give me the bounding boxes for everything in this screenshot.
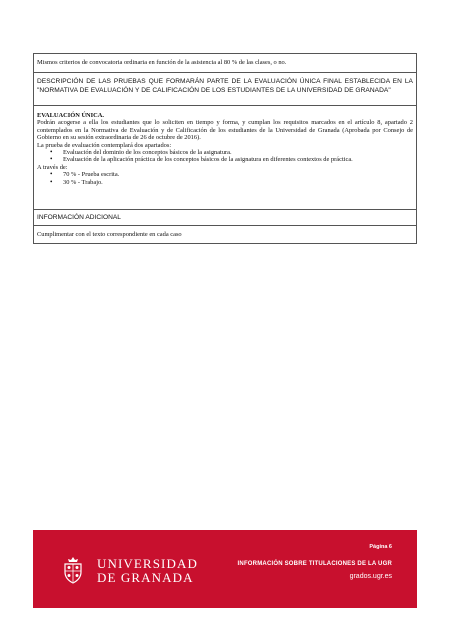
additional-info-text: Cumplimentar con el texto correspondiente en cada caso bbox=[37, 231, 182, 238]
single-evaluation-body-row bbox=[34, 106, 416, 210]
through-label: A través de: bbox=[37, 163, 68, 171]
weights-list bbox=[37, 171, 413, 186]
attendance-criteria-row bbox=[34, 54, 416, 73]
attendance-criteria-text: Mismos criterios de convocatoria ordinaria en función de la asistencia al 80 % de las clases, o no. bbox=[37, 59, 287, 66]
footer-banner bbox=[33, 530, 417, 608]
list-item: • 70 % - Prueba escrita. bbox=[63, 171, 413, 178]
page-number: Página 6 bbox=[369, 544, 392, 550]
degrees-info-title: INFORMACIÓN SOBRE TITULACIONES DE LA UGR bbox=[237, 561, 392, 567]
single-evaluation-title: EVALUACIÓN ÚNICA. bbox=[37, 112, 104, 119]
university-name-line1: UNIVERSIDAD bbox=[97, 556, 198, 571]
list-item: • 30 % - Trabajo. bbox=[63, 179, 413, 186]
evaluation-items-list bbox=[37, 149, 413, 164]
degrees-website-link[interactable]: grados.ugr.es bbox=[349, 573, 392, 580]
single-evaluation-paragraph: Podrán acogerse a ella los estudiantes que lo soliciten en tiempo y forma, y cumplan los requisitos marcados en el artículo 8, apartado 2 contemplados en la Normativa de Evaluación y de Calificación de los estudiantes de la Universidad de Granada (Aprobada por Consejo de Gobierno en su sesión extraordinaria de 26 de octubre de 2016). bbox=[37, 119, 413, 142]
list-item: • Evaluación del dominio de los conceptos básicos de la asignatura. bbox=[63, 149, 413, 156]
single-evaluation-heading: DESCRIPCIÓN DE LAS PRUEBAS QUE FORMARÁN PARTE DE LA EVALUACIÓN ÚNICA FINAL ESTABLECIDA EN LA "NORMATIVA DE EVALUACIÓN Y DE CALIFICACIÓN DE LOS ESTUDIANTES DE LA UNIVERSIDAD DE GRANADA" bbox=[37, 78, 413, 94]
evaluation-table bbox=[33, 53, 417, 244]
list-item: • Evaluación de la aplicación práctica de los conceptos básicos de la asignatura en diferentes contextos de práctica. bbox=[63, 156, 413, 163]
additional-info-heading: INFORMACIÓN ADICIONAL bbox=[37, 214, 121, 221]
single-evaluation-intro: La prueba de evaluación contemplará dos apartados: bbox=[37, 141, 172, 149]
single-evaluation-heading-row bbox=[34, 73, 416, 106]
additional-info-row bbox=[34, 226, 416, 243]
university-crest-icon bbox=[62, 556, 84, 584]
additional-info-heading-row bbox=[34, 210, 416, 226]
university-name-line2: DE GRANADA bbox=[97, 570, 194, 585]
